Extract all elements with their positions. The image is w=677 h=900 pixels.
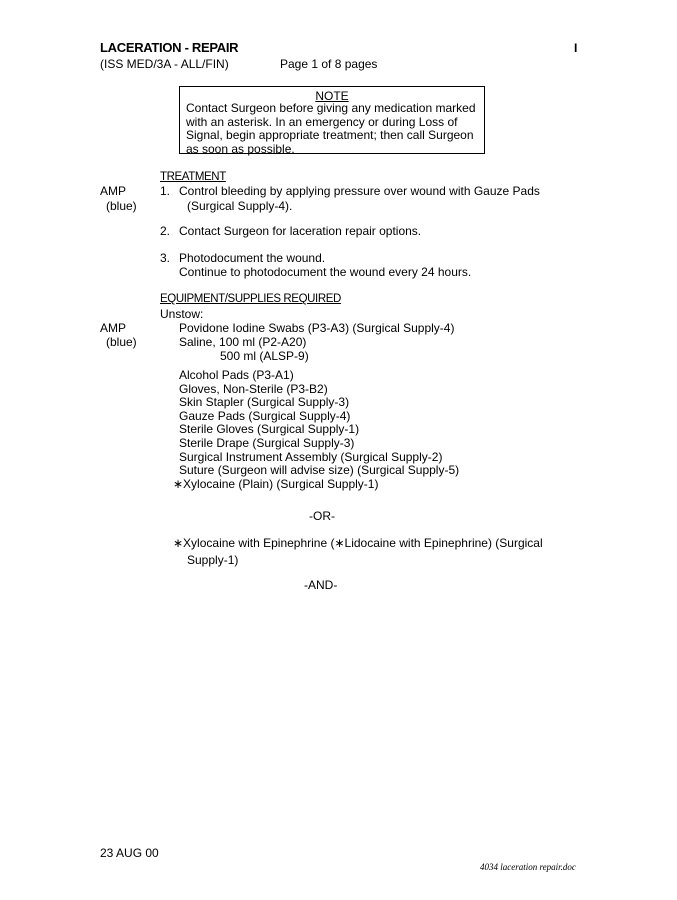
and-separator: -AND- bbox=[304, 578, 338, 592]
step-number: 3. bbox=[160, 251, 171, 265]
note-line: with an asterisk. In an emergency or during Loss of bbox=[186, 114, 458, 129]
supply-item: Gauze Pads (Surgical Supply-4) bbox=[179, 408, 351, 423]
section-marker: I bbox=[574, 41, 578, 55]
footer-filename: 4034 laceration repair.doc bbox=[480, 862, 576, 872]
unstow-label: Unstow: bbox=[160, 307, 204, 321]
note-line: as soon as possible. bbox=[186, 141, 295, 156]
footer-date: 23 AUG 00 bbox=[100, 846, 159, 860]
step-number: 1. bbox=[160, 184, 171, 198]
supply-list bbox=[173, 368, 460, 491]
supply-item: Saline, 100 ml (P2-A20) bbox=[179, 335, 307, 349]
note-line: Signal, begin appropriate treatment; then call Surgeon bbox=[186, 128, 474, 142]
step-text: Continue to photodocument the wound every 24 hours. bbox=[179, 265, 472, 279]
equipment-heading: EQUIPMENT/SUPPLIES REQUIRED bbox=[160, 293, 341, 305]
supply-item: Surgical Instrument Assembly (Surgical Supply-2) bbox=[179, 449, 443, 464]
supply-item: Povidone Iodine Swabs (P3-A3) (Surgical Supply-4) bbox=[179, 321, 455, 335]
step-number: 2. bbox=[160, 224, 171, 238]
alternative-item: ∗Xylocaine with Epinephrine (∗Lidocaine with Epinephrine) (Surgical bbox=[173, 536, 543, 550]
alternative-item-cont: Supply-1) bbox=[187, 553, 239, 567]
amp-color-label: (blue) bbox=[106, 335, 137, 349]
supply-item: Gloves, Non-Sterile (P3-B2) bbox=[179, 381, 328, 396]
amp-color-label: (blue) bbox=[106, 199, 137, 213]
amp-label: AMP bbox=[100, 321, 127, 335]
step-text: Control bleeding by applying pressure over wound with Gauze Pads bbox=[179, 184, 540, 198]
supply-item: 500 ml (ALSP-9) bbox=[220, 349, 309, 363]
document-title: LACERATION - REPAIR bbox=[100, 40, 239, 55]
document-subtitle: (ISS MED/3A - ALL/FIN) bbox=[100, 57, 229, 71]
supply-item: Sterile Drape (Surgical Supply-3) bbox=[179, 435, 355, 450]
supply-item: Suture (Surgeon will advise size) (Surgical Supply-5) bbox=[179, 463, 460, 478]
note-title: NOTE bbox=[315, 89, 349, 103]
or-separator: -OR- bbox=[309, 509, 335, 523]
supply-item: Sterile Gloves (Surgical Supply-1) bbox=[179, 422, 360, 437]
supply-item: Skin Stapler (Surgical Supply-3) bbox=[179, 395, 350, 410]
note-line: Contact Surgeon before giving any medication marked bbox=[186, 101, 476, 115]
supply-item: Alcohol Pads (P3-A1) bbox=[179, 368, 294, 382]
step-text: Photodocument the wound. bbox=[179, 251, 326, 265]
note-box bbox=[179, 86, 485, 154]
step-text: Contact Surgeon for laceration repair options. bbox=[179, 224, 422, 238]
page-indicator: Page 1 of 8 pages bbox=[280, 57, 378, 71]
step-text: (Surgical Supply-4). bbox=[187, 199, 293, 213]
amp-label: AMP bbox=[100, 184, 127, 198]
supply-item: ∗Xylocaine (Plain) (Surgical Supply-1) bbox=[173, 476, 379, 491]
treatment-heading: TREATMENT bbox=[160, 171, 226, 183]
